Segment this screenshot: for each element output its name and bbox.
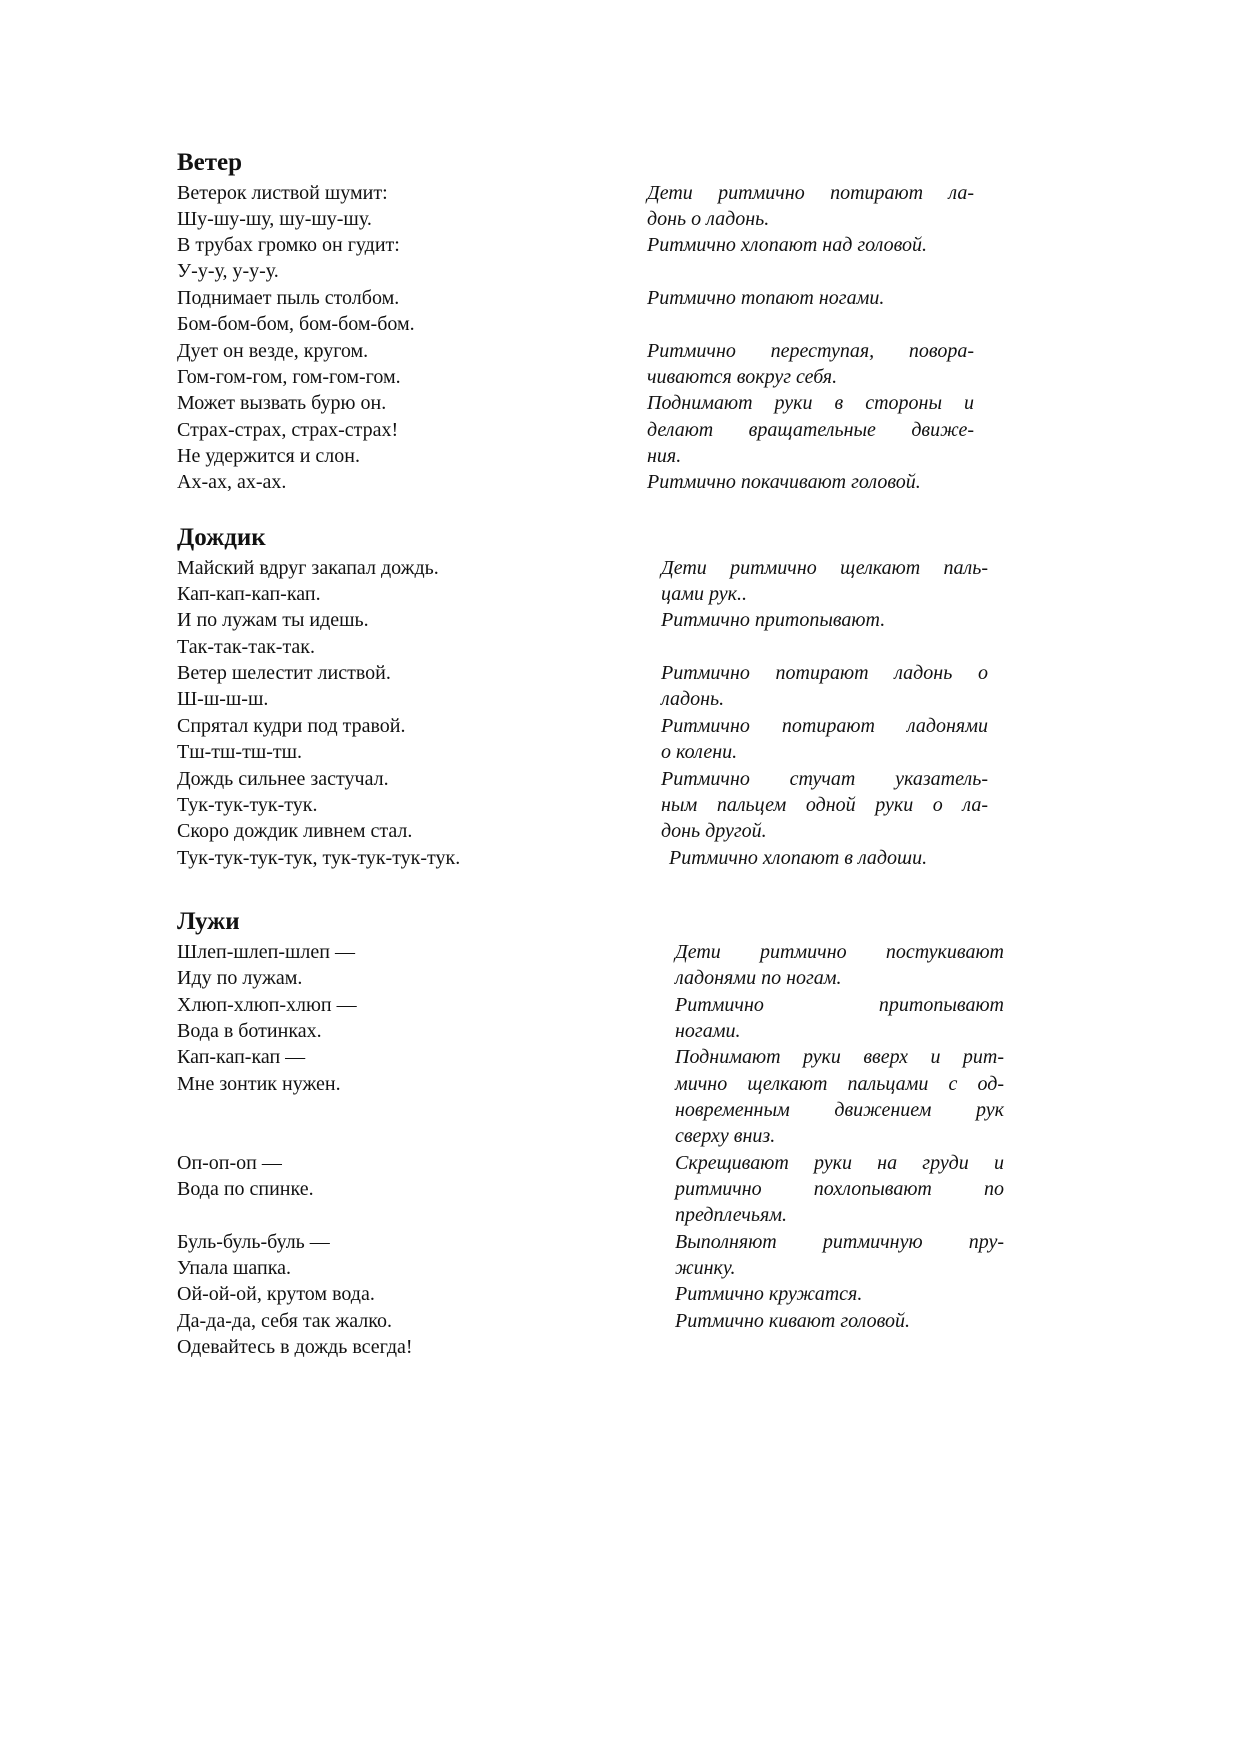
lyric-line: Тук-тук-тук-тук. — [177, 794, 318, 816]
lyric-line: Иду по лужам. — [177, 967, 303, 989]
action-line: ния. — [647, 445, 682, 467]
action-line: Ритмично покачивают головой. — [647, 471, 921, 493]
action-line: делают вращательные движе- — [647, 419, 974, 441]
lyric-line: Страх-страх, страх-страх! — [177, 419, 399, 441]
action-line: Ритмично кивают головой. — [675, 1310, 911, 1332]
lyric-line: Скоро дождик ливнем стал. — [177, 820, 413, 842]
lyric-line: Не удержится и слон. — [177, 445, 360, 467]
lyric-line: Спрятал кудри под травой. — [177, 715, 406, 737]
lyric-line: Ах-ах, ах-ах. — [177, 471, 287, 493]
lyric-line: Упала шапка. — [177, 1257, 292, 1279]
lyric-line: Поднимает пыль столбом. — [177, 287, 400, 309]
lyric-line: Кап-кап-кап — — [177, 1046, 306, 1068]
action-line: Ритмично хлопают над головой. — [647, 234, 927, 256]
section-title-veter: Ветер — [177, 149, 243, 176]
lyric-line: И по лужам ты идешь. — [177, 609, 369, 631]
action-line: сверху вниз. — [675, 1125, 776, 1147]
action-line: Скрещивают руки на груди и — [675, 1152, 1004, 1174]
action-line: ритмично похлопывают по — [675, 1178, 1004, 1200]
action-line: Поднимают руки в стороны и — [647, 392, 974, 414]
lyric-line: Гом-гом-гом, гом-гом-гом. — [177, 366, 401, 388]
lyric-line: Одевайтесь в дождь всегда! — [177, 1336, 413, 1358]
action-line: Дети ритмично потирают ла- — [647, 182, 974, 204]
lyric-line: Мне зонтик нужен. — [177, 1073, 341, 1095]
action-line: донь другой. — [661, 820, 767, 842]
lyric-line: Может вызвать бурю он. — [177, 392, 387, 414]
action-line: Ритмично хлопают в ладоши. — [669, 847, 928, 869]
action-line: Ритмично потирают ладонями — [661, 715, 988, 737]
lyric-line: Ветер шелестит листвой. — [177, 662, 391, 684]
lyric-line: Ой-ой-ой, крутом вода. — [177, 1283, 375, 1305]
action-line: предплечьям. — [675, 1204, 788, 1226]
lyric-line: Шу-шу-шу, шу-шу-шу. — [177, 208, 372, 230]
action-line: Поднимают руки вверх и рит- — [675, 1046, 1004, 1068]
lyric-line: Ветерок листвой шумит: — [177, 182, 388, 204]
action-line: Ритмично стучат указатель- — [661, 768, 988, 790]
lyric-line: Тш-тш-тш-тш. — [177, 741, 303, 763]
action-line: Ритмично кружатся. — [675, 1283, 863, 1305]
lyric-line: Буль-буль-буль — — [177, 1231, 330, 1253]
action-line: чиваются вокруг себя. — [647, 366, 838, 388]
lyric-line: Шлеп-шлеп-шлеп — — [177, 941, 355, 963]
section-title-luzhi: Лужи — [177, 908, 240, 935]
lyric-line: Дует он везде, кругом. — [177, 340, 369, 362]
action-line: жинку. — [675, 1257, 736, 1279]
action-line: Дети ритмично постукивают — [675, 941, 1004, 963]
action-line: ногами. — [675, 1020, 741, 1042]
action-line: ным пальцем одной руки о ла- — [661, 794, 988, 816]
lyric-line: Да-да-да, себя так жалко. — [177, 1310, 392, 1332]
action-line: Ритмично потирают ладонь о — [661, 662, 988, 684]
lyric-line: Вода в ботинках. — [177, 1020, 322, 1042]
lyric-line: Оп-оп-оп — — [177, 1152, 282, 1174]
lyric-line: Кап-кап-кап-кап. — [177, 583, 321, 605]
lyric-line: Бом-бом-бом, бом-бом-бом. — [177, 313, 415, 335]
lyric-line: Ш-ш-ш-ш. — [177, 688, 269, 710]
action-line: новременным движением рук — [675, 1099, 1004, 1121]
lyric-line: Майский вдруг закапал дождь. — [177, 557, 439, 579]
action-line: цами рук.. — [661, 583, 747, 605]
action-line: Ритмично топают ногами. — [647, 287, 885, 309]
action-line: Дети ритмично щелкают паль- — [661, 557, 988, 579]
action-line: Ритмично переступая, повора- — [647, 340, 974, 362]
action-line: ладонями по ногам. — [675, 967, 842, 989]
lyric-line: Так-так-так-так. — [177, 636, 316, 658]
action-line: донь о ладонь. — [647, 208, 770, 230]
section-title-dozhdik: Дождик — [177, 524, 266, 551]
lyric-line: Дождь сильнее застучал. — [177, 768, 389, 790]
action-line: Ритмично притопывают. — [661, 609, 886, 631]
lyric-line: У-у-у, у-у-у. — [177, 260, 279, 282]
action-line: Ритмично притопывают — [675, 994, 1004, 1016]
lyric-line: Тук-тук-тук-тук, тук-тук-тук-тук. — [177, 847, 461, 869]
action-line: ладонь. — [661, 688, 725, 710]
action-line: мично щелкают пальцами с од- — [675, 1073, 1004, 1095]
lyric-line: Вода по спинке. — [177, 1178, 314, 1200]
lyric-line: В трубах громко он гудит: — [177, 234, 400, 256]
action-line: Выполняют ритмичную пру- — [675, 1231, 1004, 1253]
action-line: о колени. — [661, 741, 738, 763]
lyric-line: Хлюп-хлюп-хлюп — — [177, 994, 357, 1016]
